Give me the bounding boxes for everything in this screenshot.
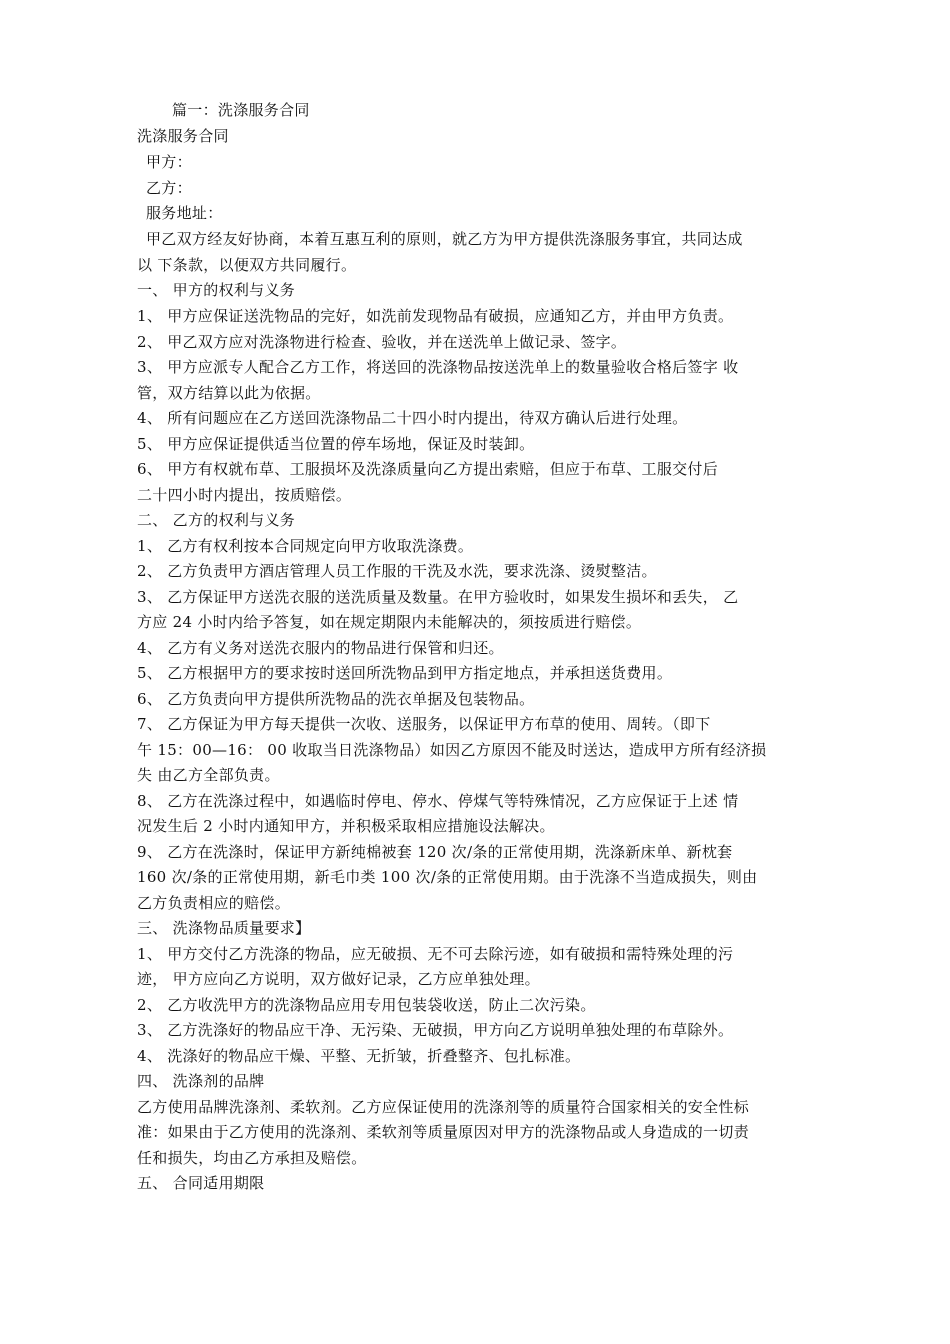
party-a-label: 甲方： xyxy=(146,153,192,171)
clause-line: 方应 24 小时内给予答复，如在规定期限内未能解决的，须按质进行赔偿。 xyxy=(137,613,642,631)
service-address-label: 服务地址： xyxy=(146,204,223,222)
clause-line: 管，双方结算以此为依据。 xyxy=(137,384,321,402)
section-heading: 三、 洗涤物品质量要求】 xyxy=(137,919,311,937)
clause-line: 迹， 甲方应向乙方说明，双方做好记录，乙方应单独处理。 xyxy=(137,970,540,988)
clause-line: 4、 所有问题应在乙方送回洗涤物品二十四小时内提出，待双方确认后进行处理。 xyxy=(137,409,688,427)
clause-line: 任和损失，均由乙方承担及赔偿。 xyxy=(137,1149,367,1167)
clause-line: 乙方使用品牌洗涤剂、柔软剂。乙方应保证使用的洗涤剂等的质量符合国家相关的安全性标 xyxy=(137,1098,750,1116)
clause-line: 3、 乙方洗涤好的物品应干净、无污染、无破损，甲方向乙方说明单独处理的布草除外。 xyxy=(137,1021,734,1039)
clause-line: 2、 甲乙双方应对洗涤物进行检查、验收，并在送洗单上做记录、签字。 xyxy=(137,333,627,351)
clause-line: 2、 乙方收洗甲方的洗涤物品应用专用包装袋收送，防止二次污染。 xyxy=(137,996,596,1014)
clause-line: 乙方负责相应的赔偿。 xyxy=(137,894,291,912)
preamble-line: 甲乙双方经友好协商，本着互惠互利的原则，就乙方为甲方提供洗涤服务事宜，共同达成 xyxy=(146,230,743,248)
preamble-line: 以 下条款，以便双方共同履行。 xyxy=(137,256,357,274)
clause-line: 7、 乙方保证为甲方每天提供一次收、送服务，以保证甲方布草的使用、周转。（即下 xyxy=(137,715,711,733)
section-heading: 二、 乙方的权利与义务 xyxy=(137,511,296,529)
clause-line: 1、 乙方有权利按本合同规定向甲方收取洗涤费。 xyxy=(137,537,474,555)
clause-line: 160 次/条的正常使用期，新毛巾类 100 次/条的正常使用期。由于洗涤不当造成损失，则由 xyxy=(137,868,758,886)
clause-line: 准：如果由于乙方使用的洗涤剂、柔软剂等质量原因对甲方的洗涤物品或人身造成的一切责 xyxy=(137,1123,750,1141)
party-b-label: 乙方： xyxy=(146,179,192,197)
clause-line: 3、 甲方应派专人配合乙方工作，将送回的洗涤物品按送洗单上的数量验收合格后签字 收 xyxy=(137,358,739,376)
clause-line: 8、 乙方在洗涤过程中，如遇临时停电、停水、停煤气等特殊情况，乙方应保证于上述 情 xyxy=(137,792,739,810)
clause-line: 5、 甲方应保证提供适当位置的停车场地，保证及时装卸。 xyxy=(137,435,535,453)
clause-line: 二十四小时内提出，按质赔偿。 xyxy=(137,486,352,504)
clause-line: 2、 乙方负责甲方酒店管理人员工作服的干洗及水洗，要求洗涤、烫熨整洁。 xyxy=(137,562,657,580)
clause-line: 6、 甲方有权就布草、工服损坏及洗涤质量向乙方提出索赔，但应于布草、工服交付后 xyxy=(137,460,719,478)
section-heading: 一、 甲方的权利与义务 xyxy=(137,281,296,299)
clause-line: 1、 甲方交付乙方洗涤的物品，应无破损、无不可去除污迹，如有破损和需特殊处理的污 xyxy=(137,945,734,963)
clause-line: 9、 乙方在洗涤时，保证甲方新纯棉被套 120 次/条的正常使用期，洗涤新床单、新枕套 xyxy=(137,843,733,861)
clause-line: 午 15：00—16： 00 收取当日洗涤物品）如因乙方原因不能及时送达，造成甲方所有经济损 xyxy=(137,741,767,759)
section-heading: 五、 合同适用期限 xyxy=(137,1174,265,1192)
contract-title: 洗涤服务合同 xyxy=(137,127,229,145)
clause-line: 况发生后 2 小时内通知甲方，并积极采取相应措施设法解决。 xyxy=(137,817,555,835)
section-heading: 四、 洗涤剂的品牌 xyxy=(137,1072,265,1090)
clause-line: 1、 甲方应保证送洗物品的完好，如洗前发现物品有破损，应通知乙方，并由甲方负责。 xyxy=(137,307,734,325)
clause-line: 6、 乙方负责向甲方提供所洗物品的洗衣单据及包装物品。 xyxy=(137,690,535,708)
clause-line: 3、 乙方保证甲方送洗衣服的送洗质量及数量。在甲方验收时，如果发生损坏和丢失， 乙 xyxy=(137,588,739,606)
clause-line: 4、 乙方有义务对送洗衣服内的物品进行保管和归还。 xyxy=(137,639,504,657)
clause-line: 5、 乙方根据甲方的要求按时送回所洗物品到甲方指定地点，并承担送货费用。 xyxy=(137,664,673,682)
document-heading: 篇一：洗涤服务合同 xyxy=(172,101,310,119)
clause-line: 4、 洗涤好的物品应干燥、平整、无折皱，折叠整齐、包扎标准。 xyxy=(137,1047,581,1065)
clause-line: 失 由乙方全部负责。 xyxy=(137,766,280,784)
